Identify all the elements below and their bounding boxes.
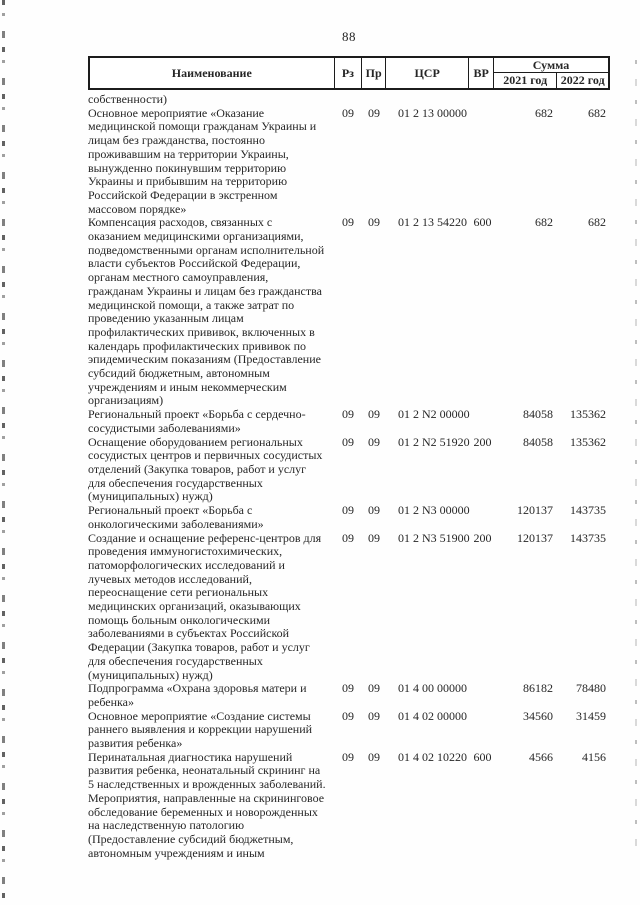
cell-pr: 09: [368, 530, 380, 545]
cell-rz: 09: [342, 407, 354, 422]
table-row: [88, 216, 610, 408]
cell-pr: 09: [368, 434, 380, 449]
table-body: [88, 90, 610, 860]
cell-rz: 09: [342, 215, 354, 230]
header-summa-years: [494, 73, 608, 88]
header-summa: [493, 58, 608, 88]
cell-csr: 01 4 02 10220: [398, 749, 467, 764]
cell-pr: 09: [368, 749, 380, 764]
cell-pr: 09: [368, 215, 380, 230]
cell-vr: 200: [473, 434, 492, 449]
cell-pr: 09: [368, 503, 380, 518]
header-name: Наименование: [171, 65, 252, 80]
cell-rz: 09: [342, 708, 354, 723]
table-row: [88, 532, 610, 683]
header-year-2022: 2022 год: [556, 73, 608, 88]
cell-2022: 135362: [570, 434, 606, 449]
table-header: [88, 56, 610, 90]
cell-name: Создание и оснащение референс-центров для проведения иммуногистохимических, патоморфологических исследований и лучевых методов исследований, переоснащение сети региональных медицинских организаций, оказывающих помощь больным онкологическими заболеваниями в субъектах Российской Федерации (Закупка товаров, работ и услуг для обеспечения государственных (муниципальных) нужд): [88, 530, 322, 682]
scan-artifact-left: [2, 0, 5, 905]
cell-csr: 01 4 00 00000: [398, 681, 467, 696]
table-row: [88, 436, 610, 505]
budget-table: [88, 56, 610, 860]
cell-name: собственности): [88, 92, 168, 106]
cell-rz: 09: [342, 434, 354, 449]
cell-2022: 4156: [582, 749, 606, 764]
table-row: [88, 408, 610, 435]
page-number: 88: [342, 29, 356, 44]
cell-csr: 01 2 13 00000: [398, 105, 467, 120]
cell-2021: 86182: [523, 681, 553, 696]
cell-name: Оснащение оборудованием региональных сосудистых центров и первичных сосудистых отделений (Закупка товаров, работ и услуг для обеспечения государственных (муниципальных) нужд): [88, 434, 323, 504]
cell-2021: 4566: [529, 749, 553, 764]
header-rz: Рз: [334, 58, 362, 88]
cell-rz: 09: [342, 681, 354, 696]
cell-vr: 200: [473, 530, 492, 545]
table-row: [88, 504, 610, 531]
cell-2022: 143735: [570, 530, 606, 545]
cell-csr: 01 2 N2 00000: [398, 407, 470, 422]
cell-pr: 09: [368, 407, 380, 422]
cell-rz: 09: [342, 749, 354, 764]
cell-rz: 09: [342, 503, 354, 518]
cell-2022: 143735: [570, 503, 606, 518]
cell-pr: 09: [368, 105, 380, 120]
table-row: [88, 710, 610, 751]
cell-2021: 682: [535, 105, 553, 120]
cell-2022: 78480: [576, 681, 606, 696]
header-summa-title: Сумма: [494, 58, 608, 73]
header-vr: ВР: [468, 58, 493, 88]
cell-name: Основное мероприятие «Оказание медицинской помощи гражданам Украины и лицам без гражданства, постоянно проживавшим на территории Украины, вынужденно покинувшим территорию Украины и прибывшим на территорию Российской Федерации в экстренном массовом порядке»: [88, 105, 317, 216]
table-row: [88, 93, 610, 107]
cell-2022: 682: [588, 215, 606, 230]
cell-csr: 01 2 13 54220: [398, 215, 467, 230]
cell-2021: 84058: [523, 434, 553, 449]
cell-rz: 09: [342, 105, 354, 120]
cell-csr: 01 2 N3 00000: [398, 503, 470, 518]
table-row: [88, 751, 610, 861]
table-row: [88, 107, 610, 217]
cell-2022: 31459: [576, 708, 606, 723]
cell-pr: 09: [368, 681, 380, 696]
scan-artifact-right: [635, 60, 637, 860]
cell-vr: 600: [473, 749, 492, 764]
cell-csr: 01 2 N2 51920: [398, 434, 470, 449]
cell-2021: 120137: [517, 530, 553, 545]
cell-2021: 34560: [523, 708, 553, 723]
cell-pr: 09: [368, 708, 380, 723]
header-pr: Пр: [361, 58, 385, 88]
cell-2021: 84058: [523, 407, 553, 422]
cell-name: Региональный проект «Борьба с сердечно-сосудистыми заболеваниями»: [88, 407, 306, 435]
cell-name: Компенсация расходов, связанных с оказанием медицинскими организациями, подведомственными органам исполнительной власти субъектов Российской Федерации, органам местного самоуправления, гражданам Украины и лицам без гражданства медицинской помощи, а также затрат по проведению указанным лицам профилактических прививок, включенных в календарь профилактических прививок по эпидемическим показаниям (Предоставление субсидий бюджетным, автономным учреждениям и иным некоммерческим организациям): [88, 215, 325, 408]
cell-name: Перинатальная диагностика нарушений развития ребенка, неонатальный скрининг на 5 наследственных и врожденных заболеваний. Мероприятия, направленные на скрининговое обследование беременных и новорожденных на наследственную патологию (Предоставление субсидий бюджетным, автономным учреждениям и иным: [88, 749, 326, 860]
cell-rz: 09: [342, 530, 354, 545]
cell-2021: 682: [535, 215, 553, 230]
cell-vr: 600: [473, 215, 492, 230]
header-csr: ЦСР: [385, 58, 468, 88]
cell-name: Подпрограмма «Охрана здоровья матери и ребенка»: [88, 681, 307, 709]
table-row: [88, 682, 610, 709]
header-year-2021: 2021 год: [503, 73, 548, 87]
cell-name: Региональный проект «Борьба с онкологическими заболеваниями»: [88, 503, 264, 531]
cell-2021: 120137: [517, 503, 553, 518]
cell-2022: 682: [588, 105, 606, 120]
cell-csr: 01 4 02 00000: [398, 708, 467, 723]
cell-name: Основное мероприятие «Создание системы раннего выявления и коррекции нарушений развития ребенка»: [88, 708, 313, 751]
cell-csr: 01 2 N3 51900: [398, 530, 470, 545]
cell-2022: 135362: [570, 407, 606, 422]
